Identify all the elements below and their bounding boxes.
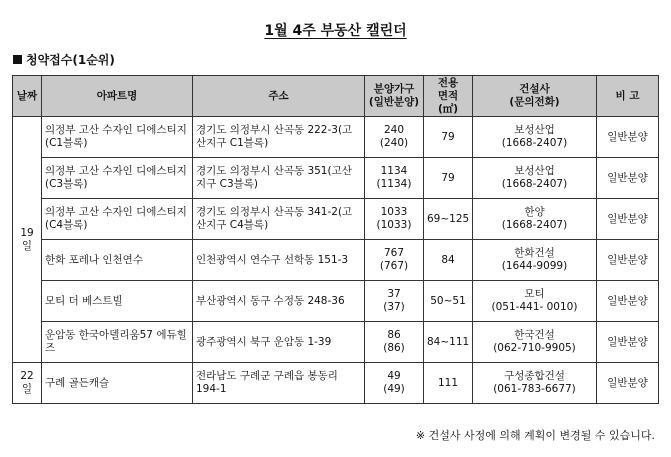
calendar-table	[12, 75, 659, 404]
header-builder: 건설사 (문의전화)	[473, 76, 597, 117]
note-cell: 일반분양	[597, 281, 659, 322]
units-cell: 37 (37)	[365, 281, 424, 322]
table-row	[13, 158, 659, 199]
table-row	[13, 322, 659, 363]
footnote: ※ 건설사 사정에 의해 계획이 변경될 수 있습니다.	[415, 429, 655, 442]
apt-cell: 구례 골든캐슬	[42, 363, 193, 404]
table-header-row	[13, 76, 659, 117]
units-cell: 86 (86)	[365, 322, 424, 363]
apt-cell: 의정부 고산 수자인 디에스티지(C3블록)	[42, 158, 193, 199]
note-cell: 일반분양	[597, 117, 659, 158]
note-cell: 일반분양	[597, 363, 659, 404]
header-date: 날짜	[13, 76, 42, 117]
table-row	[13, 363, 659, 404]
address-cell: 전라남도 구례군 구례읍 봉동리 194-1	[193, 363, 365, 404]
table-row	[13, 199, 659, 240]
apt-cell: 운암동 한국아델리움57 에듀힐즈	[42, 322, 193, 363]
area-cell: 84	[424, 240, 473, 281]
note-cell: 일반분양	[597, 158, 659, 199]
area-cell: 79	[424, 158, 473, 199]
note-cell: 일반분양	[597, 199, 659, 240]
table-row	[13, 117, 659, 158]
apt-cell: 모티 더 베스트빌	[42, 281, 193, 322]
builder-cell: 모티 (051-441- 0010)	[473, 281, 597, 322]
units-cell: 1134 (1134)	[365, 158, 424, 199]
square-bullet-icon	[13, 55, 22, 64]
builder-cell: 구성종합건설 (061-783-6677)	[473, 363, 597, 404]
builder-cell: 한화건설 (1644-9099)	[473, 240, 597, 281]
builder-cell: 한국건설 (062-710-9905)	[473, 322, 597, 363]
table-row	[13, 281, 659, 322]
builder-cell: 보성산업 (1668-2407)	[473, 117, 597, 158]
apt-cell: 한화 포레나 인천연수	[42, 240, 193, 281]
address-cell: 부산광역시 동구 수정동 248-36	[193, 281, 365, 322]
apt-cell: 의정부 고산 수자인 디에스티지(C1블록)	[42, 117, 193, 158]
address-cell: 경기도 의정부시 산곡동 222-3(고산지구 C1블록)	[193, 117, 365, 158]
header-note: 비 고	[597, 76, 659, 117]
apt-cell: 의정부 고산 수자인 디에스티지(C4블록)	[42, 199, 193, 240]
units-cell: 767 (767)	[365, 240, 424, 281]
area-cell: 50~51	[424, 281, 473, 322]
header-area: 전용 면적 (㎡)	[424, 76, 473, 117]
header-units: 분양가구 (일반분양)	[365, 76, 424, 117]
units-cell: 240 (240)	[365, 117, 424, 158]
date-cell: 22일	[13, 363, 42, 404]
area-cell: 84~111	[424, 322, 473, 363]
table-row	[13, 240, 659, 281]
area-cell: 111	[424, 363, 473, 404]
note-cell: 일반분양	[597, 322, 659, 363]
builder-cell: 한양 (1668-2407)	[473, 199, 597, 240]
address-cell: 경기도 의정부시 산곡동 351(고산지구 C3블록)	[193, 158, 365, 199]
builder-cell: 보성산업 (1668-2407)	[473, 158, 597, 199]
page-title: 1월 4주 부동산 캘린더	[264, 23, 407, 39]
area-cell: 69~125	[424, 199, 473, 240]
units-cell: 1033 (1033)	[365, 199, 424, 240]
note-cell: 일반분양	[597, 240, 659, 281]
address-cell: 인천광역시 연수구 선학동 151-3	[193, 240, 365, 281]
address-cell: 경기도 의정부시 산곡동 341-2(고산지구 C4블록)	[193, 199, 365, 240]
units-cell: 49 (49)	[365, 363, 424, 404]
address-cell: 광주광역시 북구 운암동 1-39	[193, 322, 365, 363]
date-cell: 19일	[13, 117, 42, 363]
header-address: 주소	[193, 76, 365, 117]
header-apt: 아파트명	[42, 76, 193, 117]
area-cell: 79	[424, 117, 473, 158]
section-heading: 청약접수(1순위)	[13, 51, 115, 68]
